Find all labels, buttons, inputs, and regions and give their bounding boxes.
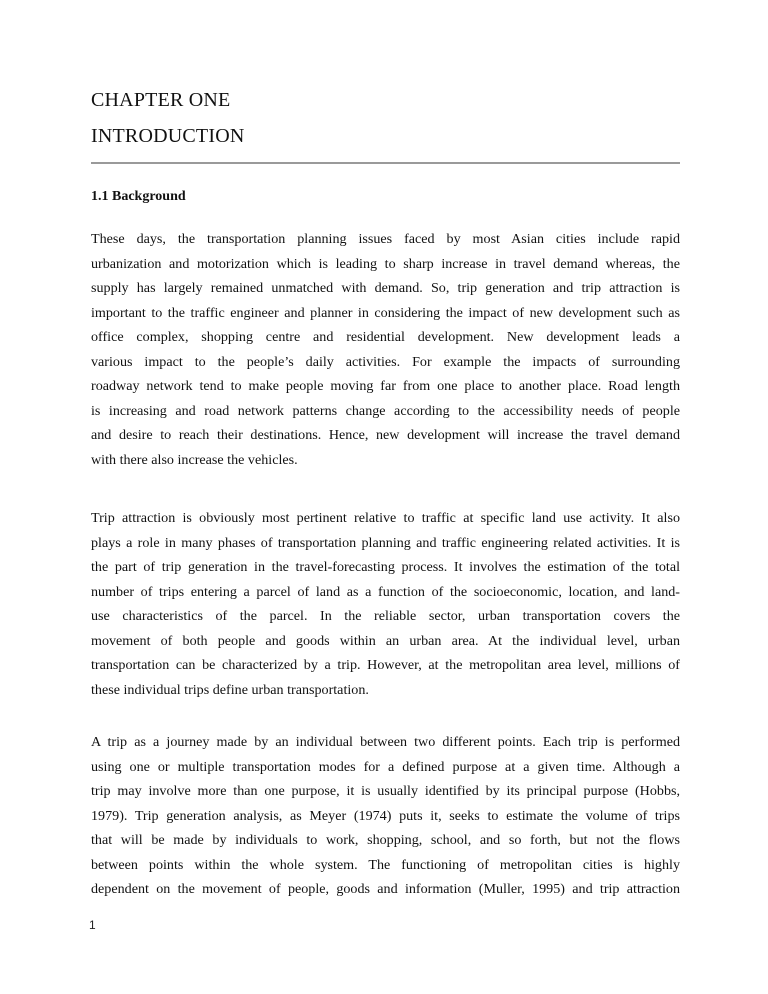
paragraph-line: using one or multiple transportation modes for a defined purpose at a given time. Although a [91, 758, 680, 775]
paragraph-line: use characteristics of the parcel. In the reliable sector, urban transportation covers the [91, 608, 680, 624]
paragraph-line: office complex, shopping centre and residential development. New development leads a [91, 329, 680, 345]
paragraph-line: transportation can be characterized by a trip. However, at the metropolitan area level, millions of [91, 657, 680, 673]
paragraph-line: plays a role in many phases of transportation planning and traffic engineering related activities. It is [91, 534, 680, 551]
paragraph-line: the part of trip generation in the travel-forecasting process. It involves the estimation of the total [91, 559, 680, 575]
paragraph-line: These days, the transportation planning issues faced by most Asian cities include rapid [91, 231, 680, 247]
paragraph-line: various impact to the people’s daily activities. For example the impacts of surrounding [91, 353, 680, 370]
paragraph-line: number of trips entering a parcel of land as a function of the socioeconomic, location, and land- [91, 583, 680, 600]
paragraph-line: is increasing and road network patterns change according to the accessibility needs of people [91, 402, 680, 419]
section-heading: 1.1 Background [91, 189, 186, 204]
paragraph-3 [91, 730, 680, 902]
paragraph-line: trip may involve more than one purpose, it is usually identified by its principal purpose (Hobbs, [91, 783, 680, 799]
paragraph-line: Trip attraction is obviously most pertinent relative to traffic at specific land use activity. It also [91, 510, 680, 526]
paragraph-2 [91, 506, 680, 702]
paragraph-line: and desire to reach their destinations. Hence, new development will increase the travel demand [91, 427, 680, 443]
paragraph-line: urbanization and motorization which is leading to sharp increase in travel demand whereas, the [91, 255, 680, 272]
page-number: 1 [89, 918, 96, 932]
paragraph-line: these individual trips define urban transportation. [91, 681, 369, 698]
chapter-title: INTRODUCTION [91, 125, 245, 147]
heading-divider [91, 162, 680, 164]
paragraph-line: dependent on the movement of people, goods and information (Muller, 1995) and trip attraction [91, 881, 680, 897]
paragraph-line: that will be made by individuals to work, shopping, school, and so forth, but not the flows [91, 832, 680, 848]
paragraph-line: 1979). Trip generation analysis, as Meyer (1974) puts it, seeks to estimate the volume of trips [91, 807, 680, 824]
paragraph-line: roadway network tend to make people moving far from one place to another place. Road length [91, 378, 680, 394]
paragraph-line: movement of both people and goods within an urban area. At the individual level, urban [91, 632, 680, 649]
paragraph-line: A trip as a journey made by an individual between two different points. Each trip is performed [91, 734, 680, 750]
paragraph-line: between points within the whole system. The functioning of metropolitan cities is highly [91, 856, 680, 873]
paragraph-line: with there also increase the vehicles. [91, 451, 298, 468]
chapter-label: CHAPTER ONE [91, 89, 231, 111]
paragraph-line: important to the traffic engineer and planner in considering the impact of new development such as [91, 304, 680, 321]
paragraph-line: supply has largely remained unmatched with demand. So, trip generation and trip attraction is [91, 280, 680, 296]
paragraph-1 [91, 227, 680, 472]
